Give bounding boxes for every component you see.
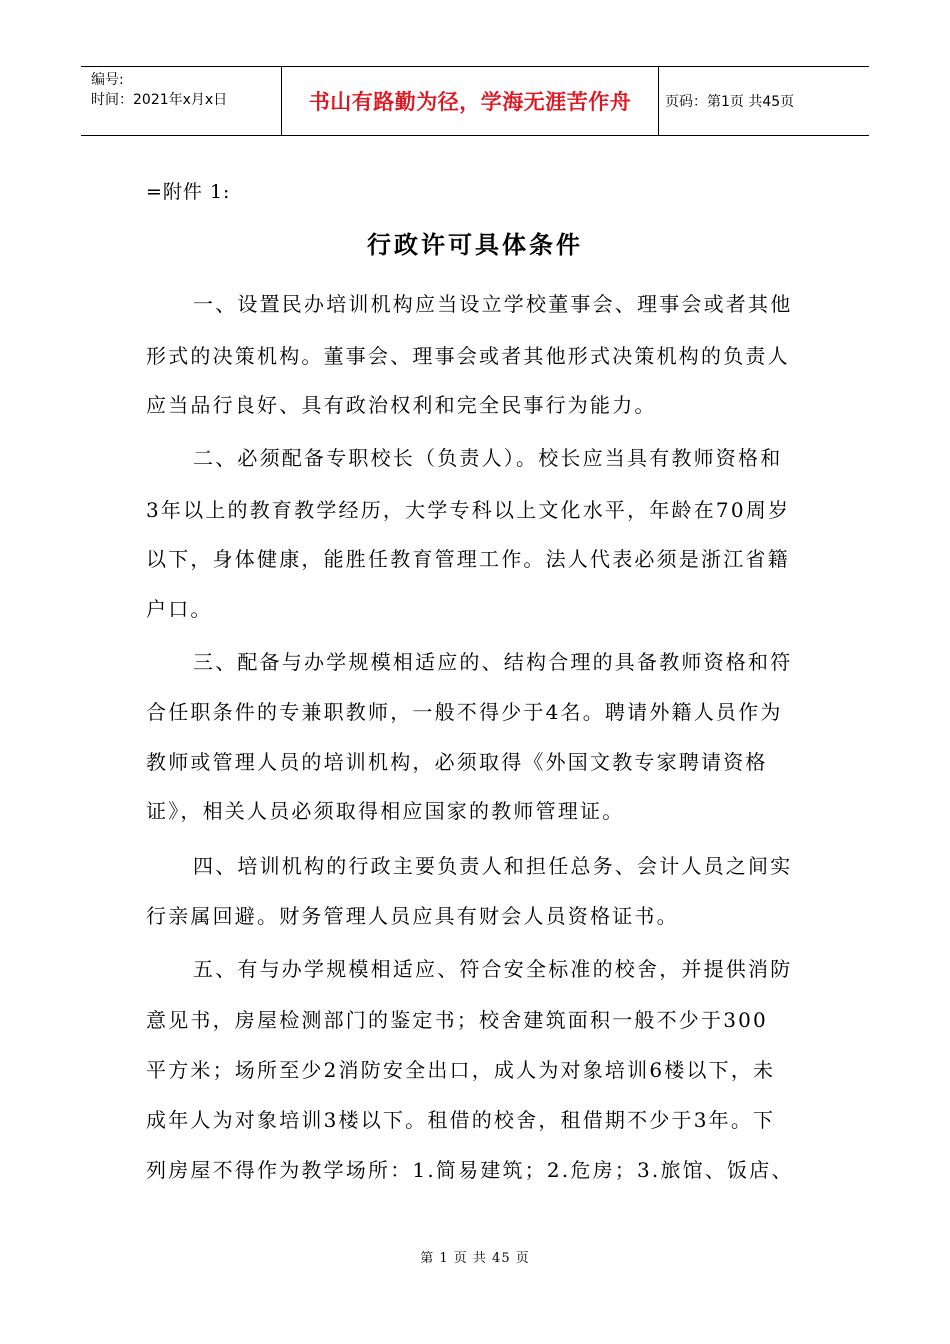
header-motto: 书山有路勤为径，学海无涯苦作舟 [281, 67, 659, 135]
body-line: 以下，身体健康，能胜任教育管理工作。法人代表必须是浙江省籍 [146, 547, 790, 571]
body-line: 应当品行良好、具有政治权利和完全民事行为能力。 [146, 393, 657, 417]
header-time-label: 时间：2021年x月x日 [91, 92, 228, 108]
body-line: 成年人为对象培训3楼以下。租借的校舍，租借期不少于3年。下 [146, 1108, 776, 1132]
body-line: 三、配备与办学规模相适应的、结构合理的具备教师资格和符 [193, 650, 793, 674]
body-line: 一、设置民办培训机构应当设立学校董事会、理事会或者其他 [193, 292, 793, 316]
body-line: 证》，相关人员必须取得相应国家的教师管理证。 [146, 799, 625, 823]
page-footer: 第 1 页 共 45 页 [420, 1251, 530, 1266]
header-page-code: 页码：第1页 共45页 [665, 94, 795, 110]
document-title: 行政许可具体条件 [367, 231, 583, 259]
body-line: 合任职条件的专兼职教师，一般不得少于4名。聘请外籍人员作为 [146, 700, 783, 724]
body-line: 平方米；场所至少2消防安全出口，成人为对象培训6楼以下，未 [146, 1058, 776, 1082]
header-meta [81, 67, 281, 135]
body-line: 列房屋不得作为教学场所：1.简易建筑；2.危房；3.旅馆、饭店、 [146, 1158, 794, 1182]
body-line: 户口。 [146, 597, 213, 621]
header-number-label: 编号: [91, 72, 124, 88]
body-line: 四、培训机构的行政主要负责人和担任总务、会计人员之间实 [193, 854, 793, 878]
body-line: 二、必须配备专职校长（负责人）。校长应当具有教师资格和 [193, 446, 783, 470]
body-line: 3年以上的教育教学经历，大学专科以上文化水平，年龄在70周岁 [146, 498, 791, 522]
body-line: 形式的决策机构。董事会、理事会或者其他形式决策机构的负责人 [146, 344, 790, 368]
body-line: 教师或管理人员的培训机构，必须取得《外国文教专家聘请资格 [146, 750, 768, 774]
page-header [81, 66, 869, 136]
body-line: 行亲属回避。财务管理人员应具有财会人员资格证书。 [146, 904, 679, 928]
body-line: 五、有与办学规模相适应、符合安全标准的校舍，并提供消防 [193, 957, 793, 981]
body-line: 意见书，房屋检测部门的鉴定书；校舍建筑面积一般不少于300 [146, 1008, 768, 1032]
attachment-label: =附件 1: [146, 181, 231, 203]
